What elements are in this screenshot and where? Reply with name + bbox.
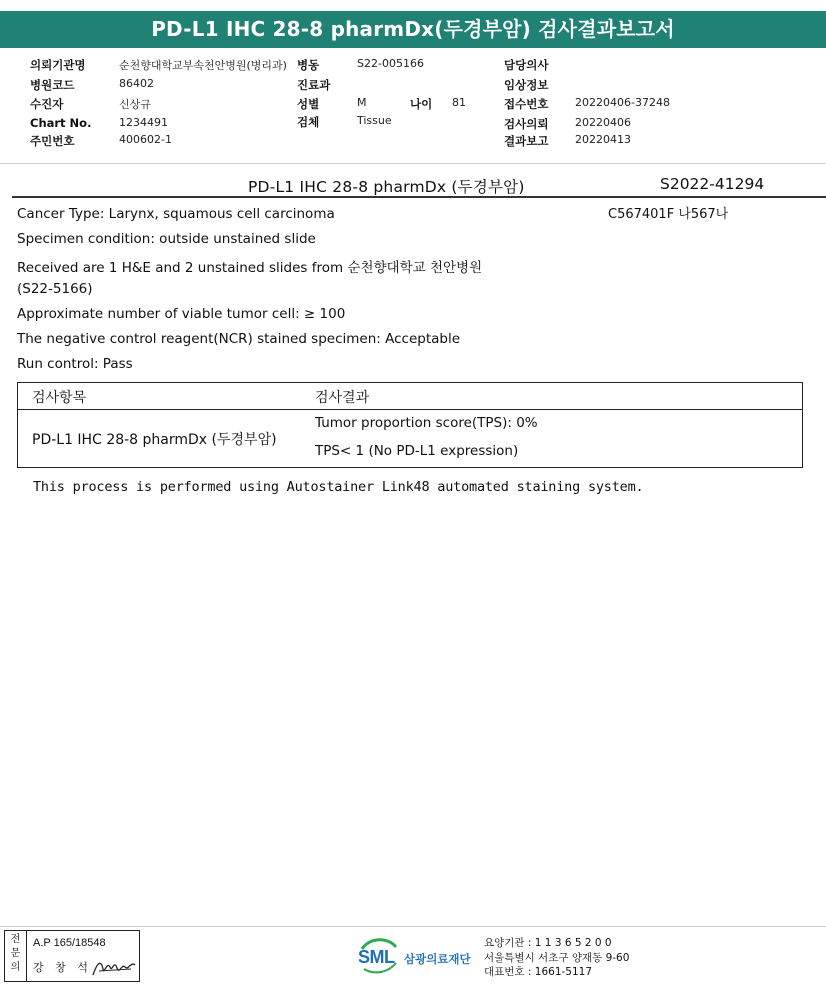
specialist-vertical-label bbox=[5, 931, 27, 981]
report-date-value: 20220413 bbox=[575, 133, 631, 146]
doctor-name: 강 창 석 bbox=[33, 961, 92, 974]
specimen-value: Tissue bbox=[357, 114, 392, 127]
hospital-code-label: 병원코드 bbox=[30, 78, 75, 92]
handwritten-signature bbox=[91, 955, 139, 979]
chart-no-value: 1234491 bbox=[119, 116, 168, 129]
cancer-type-line: Cancer Type: Larynx, squamous cell carcinoma bbox=[17, 206, 335, 222]
tumor-cell-line: Approximate number of viable tumor cell: ≥ 100 bbox=[17, 306, 346, 322]
request-date-label: 검사의뢰 bbox=[504, 117, 549, 131]
department-label: 진료과 bbox=[297, 78, 331, 92]
received-line: Received are 1 H&E and 2 unstained slides from 순천향대학교 천안병원 bbox=[17, 260, 483, 276]
result-column-header: 검사결과 bbox=[315, 390, 370, 406]
specimen-label: 검체 bbox=[297, 115, 320, 129]
info-divider bbox=[0, 163, 826, 164]
specialist-vertical-text: 전문의 bbox=[10, 934, 21, 973]
table-item-name: PD-L1 IHC 28-8 pharmDx (두경부암) bbox=[32, 432, 277, 448]
result-table bbox=[17, 382, 803, 468]
patient-name-label: 수진자 bbox=[30, 97, 64, 111]
age-value: 81 bbox=[452, 96, 466, 109]
hospital-code-value: 86402 bbox=[119, 77, 154, 90]
report-heading: PD-L1 IHC 28-8 pharmDx (두경부암) bbox=[248, 178, 525, 196]
ward-value: S22-005166 bbox=[357, 57, 424, 70]
hospital-name-label: 의뢰기관명 bbox=[30, 58, 86, 72]
age-label: 나이 bbox=[410, 97, 433, 111]
clinical-info-label: 임상정보 bbox=[504, 78, 549, 92]
run-control-line: Run control: Pass bbox=[17, 356, 133, 372]
tps-interpretation: TPS< 1 (No PD-L1 expression) bbox=[315, 443, 519, 459]
pathologist-signature-box bbox=[4, 930, 140, 982]
doctor-label: 담당의사 bbox=[504, 58, 549, 72]
request-date-value: 20220406 bbox=[575, 116, 631, 129]
resident-no-label: 주민번호 bbox=[30, 134, 75, 148]
specimen-condition-line: Specimen condition: outside unstained slide bbox=[17, 231, 316, 247]
case-id: S2022-41294 bbox=[660, 175, 765, 193]
hospital-name-value: 순천향대학교부속천안병원(병리과) bbox=[119, 59, 287, 72]
receipt-no-value: 20220406-37248 bbox=[575, 96, 670, 109]
phone-number: 대표번호 : 1661-5117 bbox=[484, 966, 593, 978]
address: 서울특별시 서초구 양재동 9-60 bbox=[484, 951, 630, 964]
ward-label: 병동 bbox=[297, 58, 320, 72]
footer-divider bbox=[0, 926, 826, 927]
ap-number: A.P 165/18548 bbox=[33, 937, 106, 949]
report-date-label: 결과보고 bbox=[504, 134, 549, 148]
report-title: PD-L1 IHC 28-8 pharmDx(두경부암) 검사결과보고서 bbox=[0, 11, 826, 48]
sex-label: 성별 bbox=[297, 97, 320, 111]
side-code: C567401F 나567나 bbox=[608, 207, 729, 222]
received-case-line: (S22-5166) bbox=[17, 281, 93, 297]
organization-name: 삼광의료재단 bbox=[404, 952, 471, 966]
resident-no-value: 400602-1 bbox=[119, 133, 172, 146]
contact-info bbox=[484, 936, 629, 980]
patient-name-value: 신상규 bbox=[119, 98, 151, 111]
process-note: This process is performed using Autostainer Link48 automated staining system. bbox=[33, 479, 644, 495]
sml-logo-text: SML bbox=[358, 947, 395, 967]
table-header-row bbox=[18, 383, 802, 410]
chart-no-label: Chart No. bbox=[30, 116, 92, 130]
receipt-no-label: 접수번호 bbox=[504, 97, 549, 111]
tps-score: Tumor proportion score(TPS): 0% bbox=[315, 415, 538, 431]
institution-code: 요양기관 : 1 1 3 6 5 2 0 0 bbox=[484, 937, 612, 949]
ncr-line: The negative control reagent(NCR) stained specimen: Acceptable bbox=[17, 331, 461, 347]
item-column-header: 검사항목 bbox=[32, 390, 87, 406]
sex-value: M bbox=[357, 96, 367, 109]
patient-info-panel bbox=[0, 56, 826, 160]
